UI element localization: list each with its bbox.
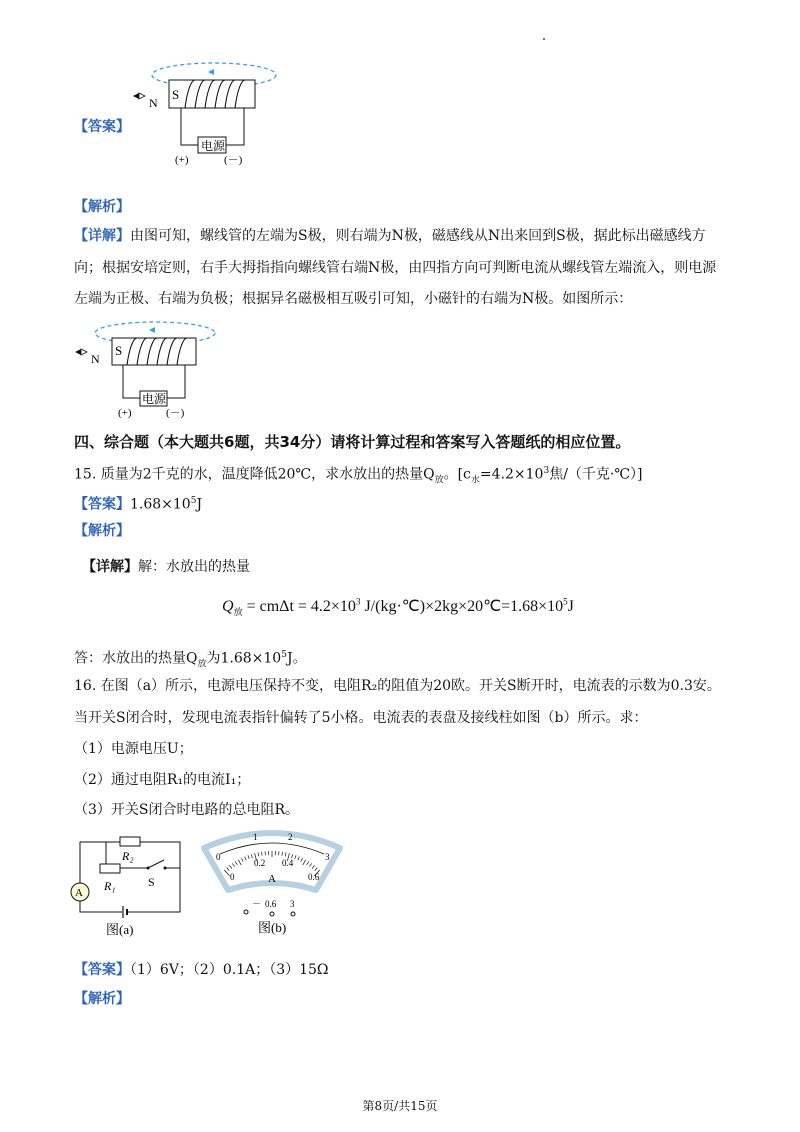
svg-text:电源: 电源: [142, 392, 167, 406]
detail-paragraph-1-line3: 左端为正极、右端为负极；根据异名磁极相互吸引可知，小磁针的右端为N极。如图所示：: [74, 291, 633, 307]
s-pole-label: S: [172, 87, 180, 102]
q16-line1: 16. 在图（a）所示，电源电压保持不变，电阻R₂的阻值为20欧。开关S断开时，电流表的示数为0.3安。: [74, 678, 721, 694]
svg-text:S: S: [148, 875, 155, 889]
q15-analysis-label: 【解析】: [74, 523, 130, 539]
detail-paragraph-1-line2: 向；根据安培定则，右手大拇指指向螺线管右端N极，由四指方向可判断电流从螺线管左端流入，则电源: [74, 260, 717, 276]
svg-text:0.2: 0.2: [254, 858, 266, 868]
svg-text:图(a): 图(a): [106, 922, 134, 937]
svg-text:(+): (+): [118, 407, 132, 419]
stray-dot: [543, 38, 545, 40]
q15-answer: 【答案】$1.68\times 10^5J$: [74, 496, 203, 513]
svg-text:N: N: [91, 352, 100, 366]
resistor-r1-icon: [100, 864, 120, 873]
q15-conclusion: 答：水放出的热量$Q_放$为$1.68\times 10^5J$。: [74, 650, 307, 670]
power-source-label: 电源: [201, 139, 226, 153]
resistor-r2-icon: [120, 837, 140, 846]
circuit-figure-a: [68, 832, 188, 940]
terminal-icon: [270, 912, 274, 916]
q16-item2: （2）通过电阻R₁的电流I₁；: [74, 772, 251, 788]
svg-text:0: 0: [216, 852, 221, 862]
switch-icon: [148, 860, 164, 868]
plus-label: (+): [175, 154, 189, 166]
svg-text:2: 2: [288, 832, 293, 842]
svg-text:0.4: 0.4: [282, 858, 294, 868]
q15-formula: $Q_放 = cm\Delta t = 4.2\times 10^3$ $J/(kg\cdot℃)\times 2kg\times 20℃=1.68\times 10^5J$: [222, 596, 574, 618]
q16-line2: 当开关S闭合时，发现电流表指针偏转了5小格。电流表的表盘及接线柱如图（b）所示。求：: [74, 710, 648, 726]
analysis-label-1: 【解析】: [74, 199, 130, 215]
svg-text:R₂: R₂: [122, 849, 134, 863]
svg-text:R₁: R₁: [104, 879, 116, 893]
svg-text:0: 0: [230, 872, 235, 882]
page-footer: 第8页/共15页: [362, 1099, 438, 1113]
section-heading-4: 四、综合题（本大题共6题，共34分）请将计算过程和答案写入答题纸的相应位置。: [74, 433, 631, 451]
q15-question: 15. 质量为2千克的水，温度降低20℃，求水放出的热量$Q_放$。[$c_水=4.2\times 10^3$焦/（千克·℃）]: [74, 466, 643, 486]
solenoid-figure-detail: [70, 318, 230, 424]
svg-text:0.6: 0.6: [265, 899, 277, 909]
q15-detail: 【详解】解：水放出的热量: [82, 559, 250, 575]
q16-analysis-label: 【解析】: [74, 991, 130, 1007]
compass-needle-icon: [75, 349, 81, 355]
detail-paragraph-1-line1: 【详解】由图可知，螺线管的左端为S极，则右端为N极，磁感线从N出来回到S极，据此标出磁感线方: [74, 228, 706, 244]
n-pole-label: N: [149, 96, 158, 110]
terminal-icon: [291, 912, 295, 916]
svg-text:(－): (－): [166, 407, 185, 419]
svg-text:0.6: 0.6: [308, 872, 320, 882]
svg-text:3: 3: [325, 852, 330, 862]
svg-text:－: －: [252, 899, 262, 909]
minus-label: (－): [224, 154, 243, 166]
terminal-icon: [244, 910, 248, 914]
svg-text:S: S: [115, 343, 123, 358]
svg-text:3: 3: [290, 899, 295, 909]
svg-text:A: A: [268, 873, 276, 885]
ammeter-dial-figure-b: [198, 826, 346, 940]
solenoid-figure-answer: [125, 58, 285, 174]
svg-text:1: 1: [253, 832, 258, 842]
compass-needle-icon: [133, 93, 139, 99]
q16-item1: （1）电源电压U；: [74, 741, 193, 757]
q16-answer: 【答案】（1）6V；（2）0.1A；（3）15Ω: [74, 962, 329, 978]
svg-text:图(b): 图(b): [258, 920, 287, 935]
svg-text:A: A: [75, 887, 83, 899]
answer-label-1: 【答案】: [74, 119, 130, 135]
q16-item3: （3）开关S闭合时电路的总电阻R。: [74, 802, 300, 818]
